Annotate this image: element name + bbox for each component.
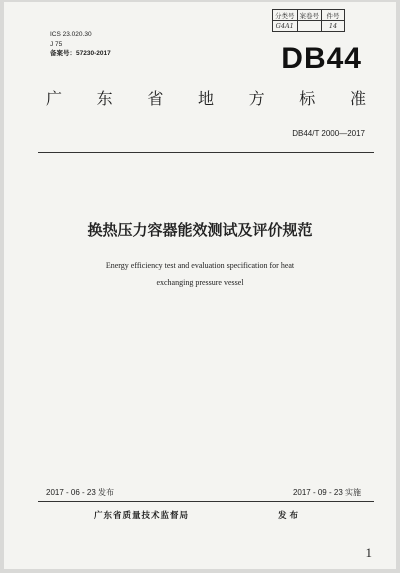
standard-type-char: 省 [147, 89, 164, 108]
standard-type-char: 广 [46, 89, 63, 108]
standard-type-char: 东 [96, 89, 113, 108]
title-english [4, 257, 396, 291]
title-english-line: Energy efficiency test and evaluation specification for heat [105, 261, 295, 270]
stamp-header-category: 分类号 [273, 10, 298, 21]
page-number: 1 [365, 545, 372, 560]
stamp-header-volume: 案卷号 [297, 10, 322, 21]
standard-cover-page [4, 2, 396, 569]
ics-code: ICS 23.020.30 [50, 31, 92, 38]
stamp-value-volume [297, 21, 322, 32]
classification-meta [50, 30, 111, 59]
top-divider [38, 152, 374, 153]
standard-type-char: 准 [349, 89, 366, 108]
stamp-value-category: G4A1 [273, 21, 298, 32]
archive-stamp [272, 9, 345, 32]
title-english-line: exchanging pressure vessel [156, 278, 244, 287]
stamp-header-item: 件号 [322, 10, 345, 21]
standard-type-char: 标 [299, 89, 316, 108]
standard-code-logo: DB44 [281, 42, 362, 75]
bottom-divider [38, 501, 374, 502]
title-chinese: 换热压力容器能效测试及评价规范 [87, 221, 313, 239]
standard-type-char: 方 [248, 89, 265, 108]
issue-label: 发布 [278, 511, 302, 521]
standard-number: DB44/T 2000—2017 [292, 129, 365, 138]
implement-date: 2017 - 09 - 23 实施 [292, 488, 361, 497]
filing-number: 备案号：57230-2017 [50, 50, 111, 57]
stamp-value-item: 14 [322, 21, 345, 32]
ccs-code: J 75 [50, 40, 63, 48]
issuing-authority: 广东省质量技术监督局 [94, 511, 190, 521]
publish-date: 2017 - 06 - 23 发布 [46, 488, 115, 497]
standard-type-char: 地 [197, 89, 214, 108]
standard-type [46, 86, 366, 109]
